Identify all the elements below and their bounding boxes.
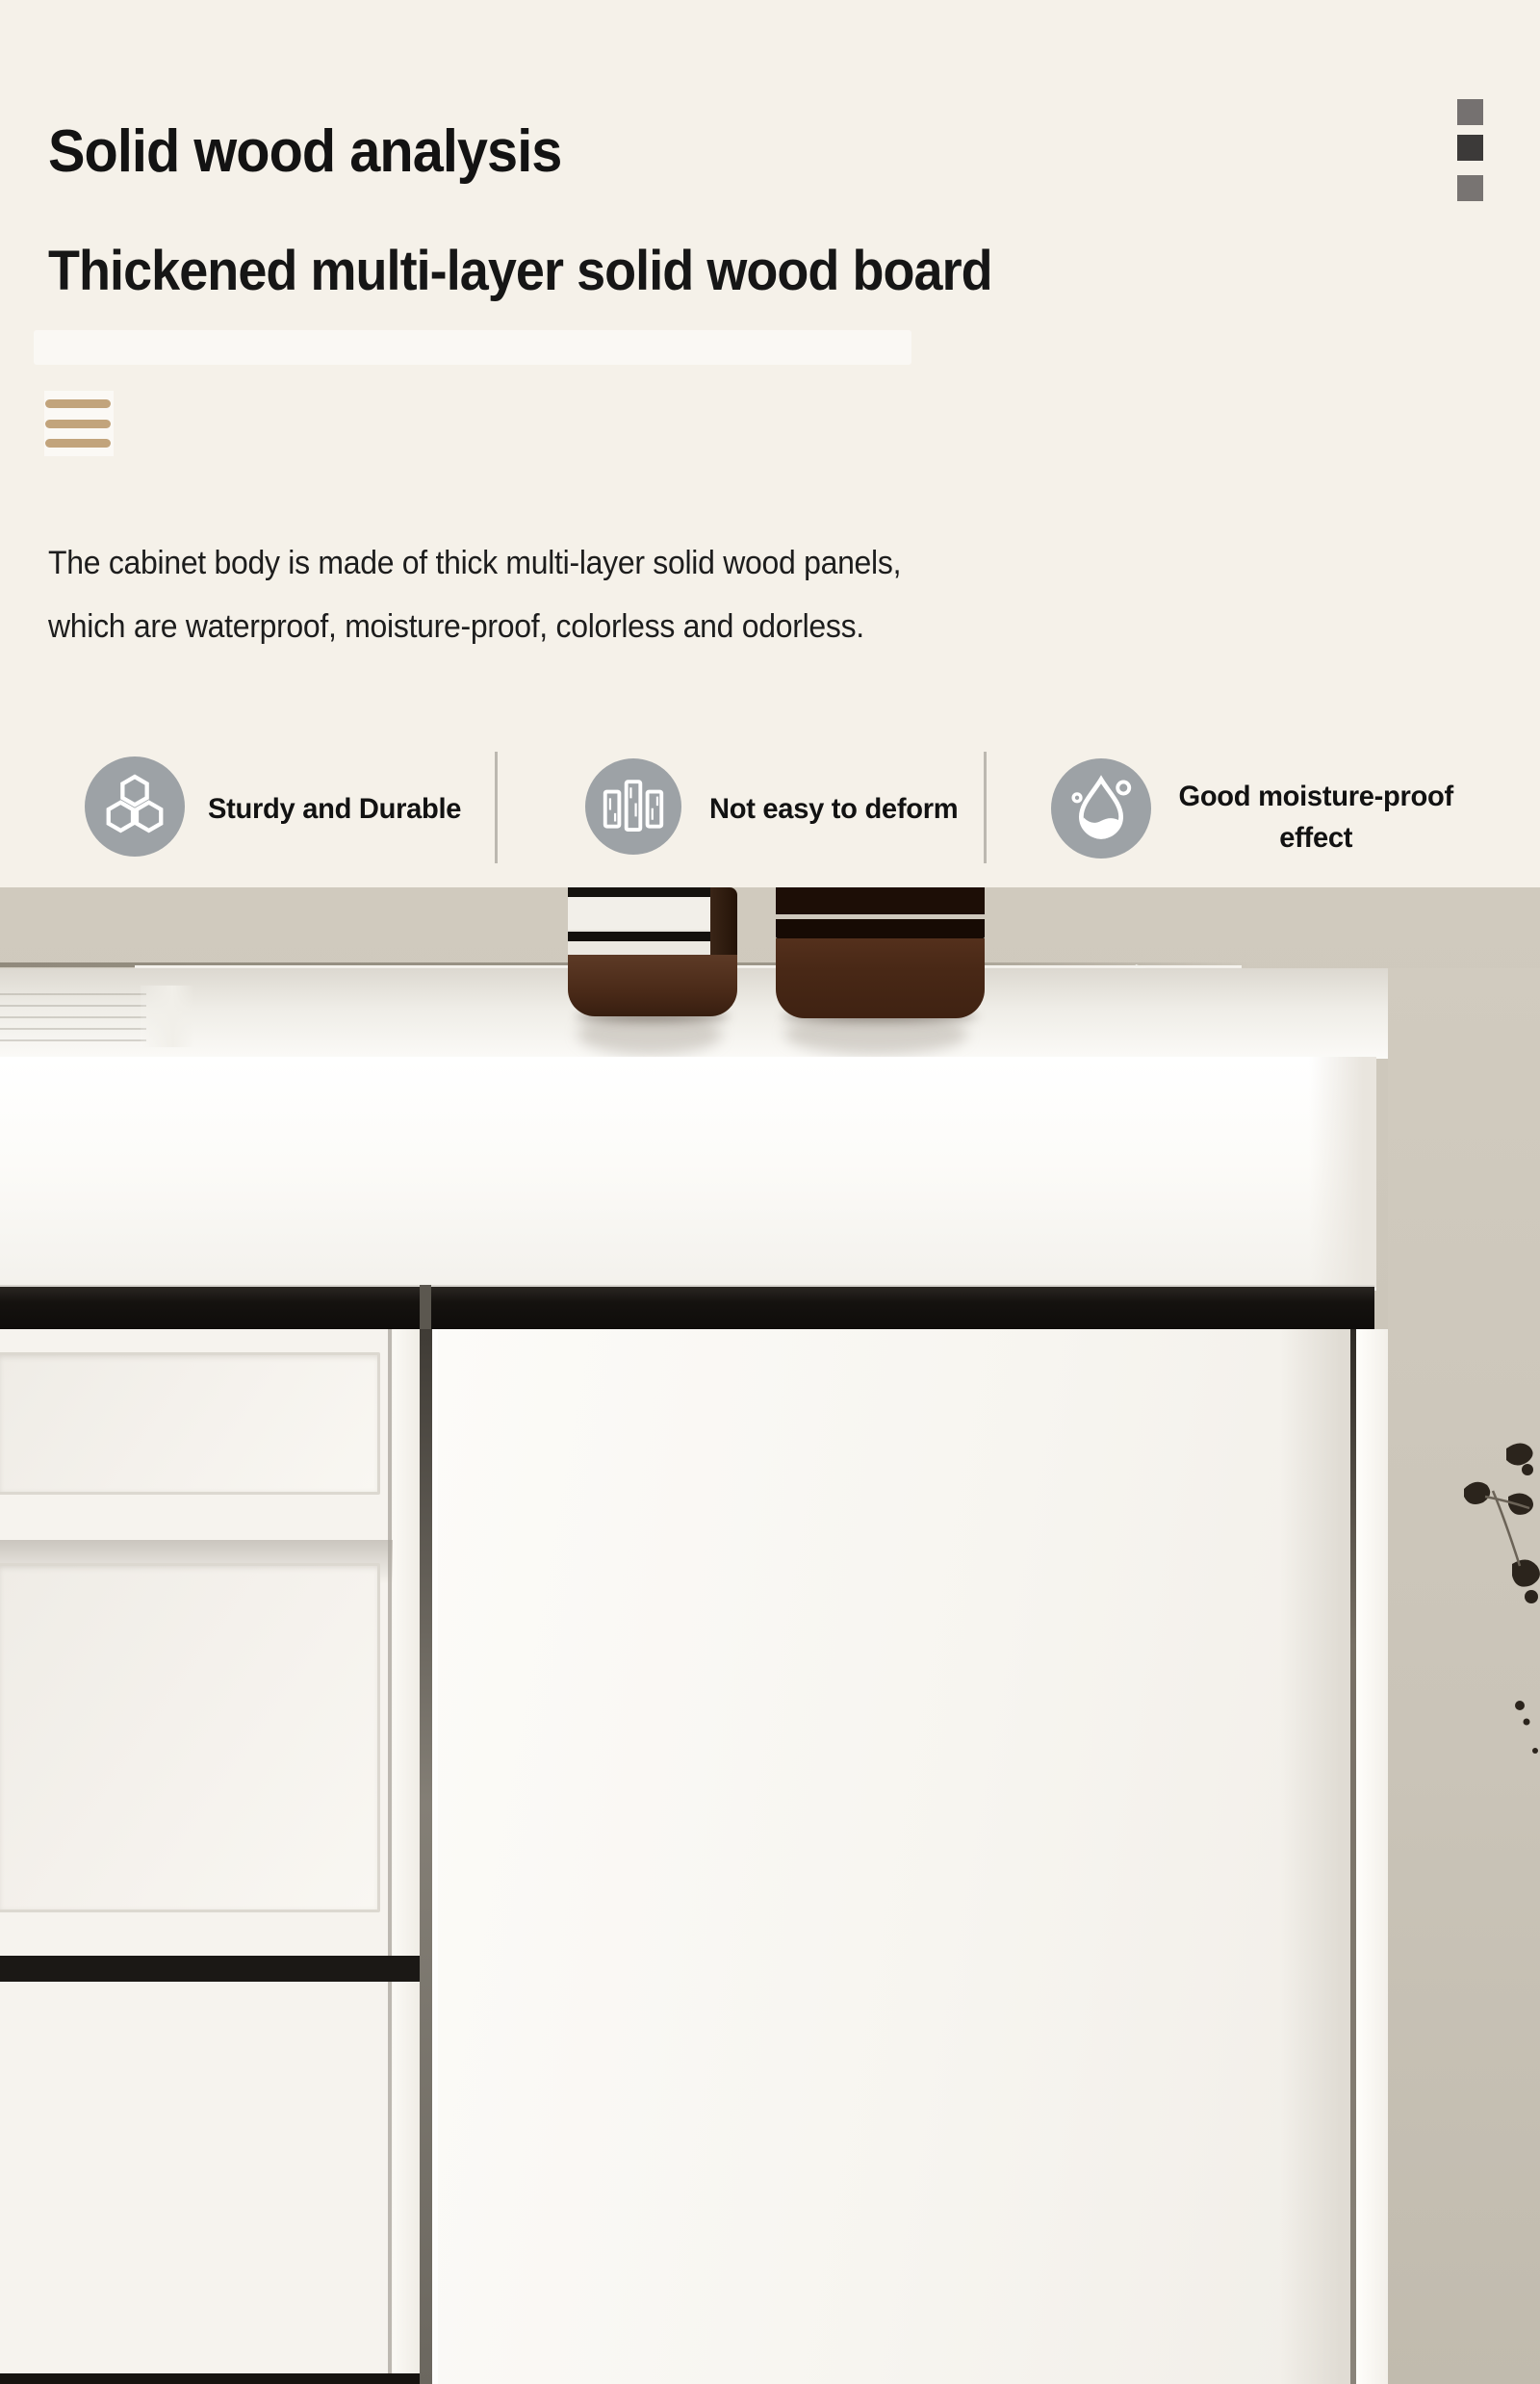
bottle-label — [568, 887, 710, 955]
counter-right-side — [1309, 1057, 1376, 1288]
cabinet-side-edge — [1356, 1329, 1388, 2384]
drawer-panel — [0, 1563, 380, 1912]
drawer-bank — [0, 1329, 421, 2384]
counter-front-face — [0, 1057, 1376, 1291]
sink-drain-grooves — [0, 993, 146, 1043]
wood-boards-icon — [585, 758, 681, 855]
amber-bottle-left — [568, 887, 737, 1016]
hexagons-icon — [85, 756, 185, 857]
feature-label-sturdy: Sturdy and Durable — [208, 793, 462, 825]
door-edge-shading — [1280, 1329, 1350, 2384]
black-trim-strip-lower — [0, 2373, 421, 2384]
bottle-glass — [568, 955, 737, 1016]
product-photo — [0, 887, 1540, 2384]
page-subtitle: Thickened multi-layer solid wood board — [48, 240, 992, 302]
highlight-band — [34, 330, 911, 365]
feature-label-deform: Not easy to deform — [709, 793, 959, 825]
page-title: Solid wood analysis — [48, 118, 562, 185]
decor-square-middle — [1457, 135, 1483, 161]
hamburger-bar — [45, 399, 111, 408]
sink-edge — [141, 986, 194, 1047]
feature-divider — [495, 752, 498, 863]
black-trim-strip-middle — [0, 1956, 421, 1982]
decor-square-top — [1457, 99, 1483, 125]
hamburger-bar — [45, 439, 111, 448]
drawer-panel — [0, 1352, 380, 1495]
bottle-glass-edge — [710, 887, 737, 955]
dried-plant-decor — [1400, 1412, 1540, 1768]
description-line-1: The cabinet body is made of thick multi-layer solid wood panels, — [48, 545, 902, 581]
door-gap — [420, 1329, 432, 2384]
drawer-front-top — [0, 1329, 421, 1514]
black-trim-strip-top — [0, 1285, 1374, 1331]
door-gap-in-trim — [420, 1285, 431, 1329]
amber-bottle-right — [776, 887, 985, 1018]
cabinet-door-right — [432, 1329, 1356, 2384]
bottle-glass — [776, 938, 985, 1018]
water-drop-icon — [1051, 758, 1151, 859]
cabinet-stile — [393, 1329, 421, 2384]
decor-square-bottom — [1457, 175, 1483, 201]
feature-label-moisture: Good moisture-proof effect — [1178, 781, 1453, 854]
drawer-front-middle — [0, 1540, 421, 1932]
hamburger-bar — [45, 420, 111, 428]
bottle-label — [776, 887, 985, 938]
cabinet-stile-line — [388, 1329, 392, 2384]
description-line-2: which are waterproof, moisture-proof, colorless and odorless. — [48, 608, 864, 645]
feature-divider — [984, 752, 987, 863]
